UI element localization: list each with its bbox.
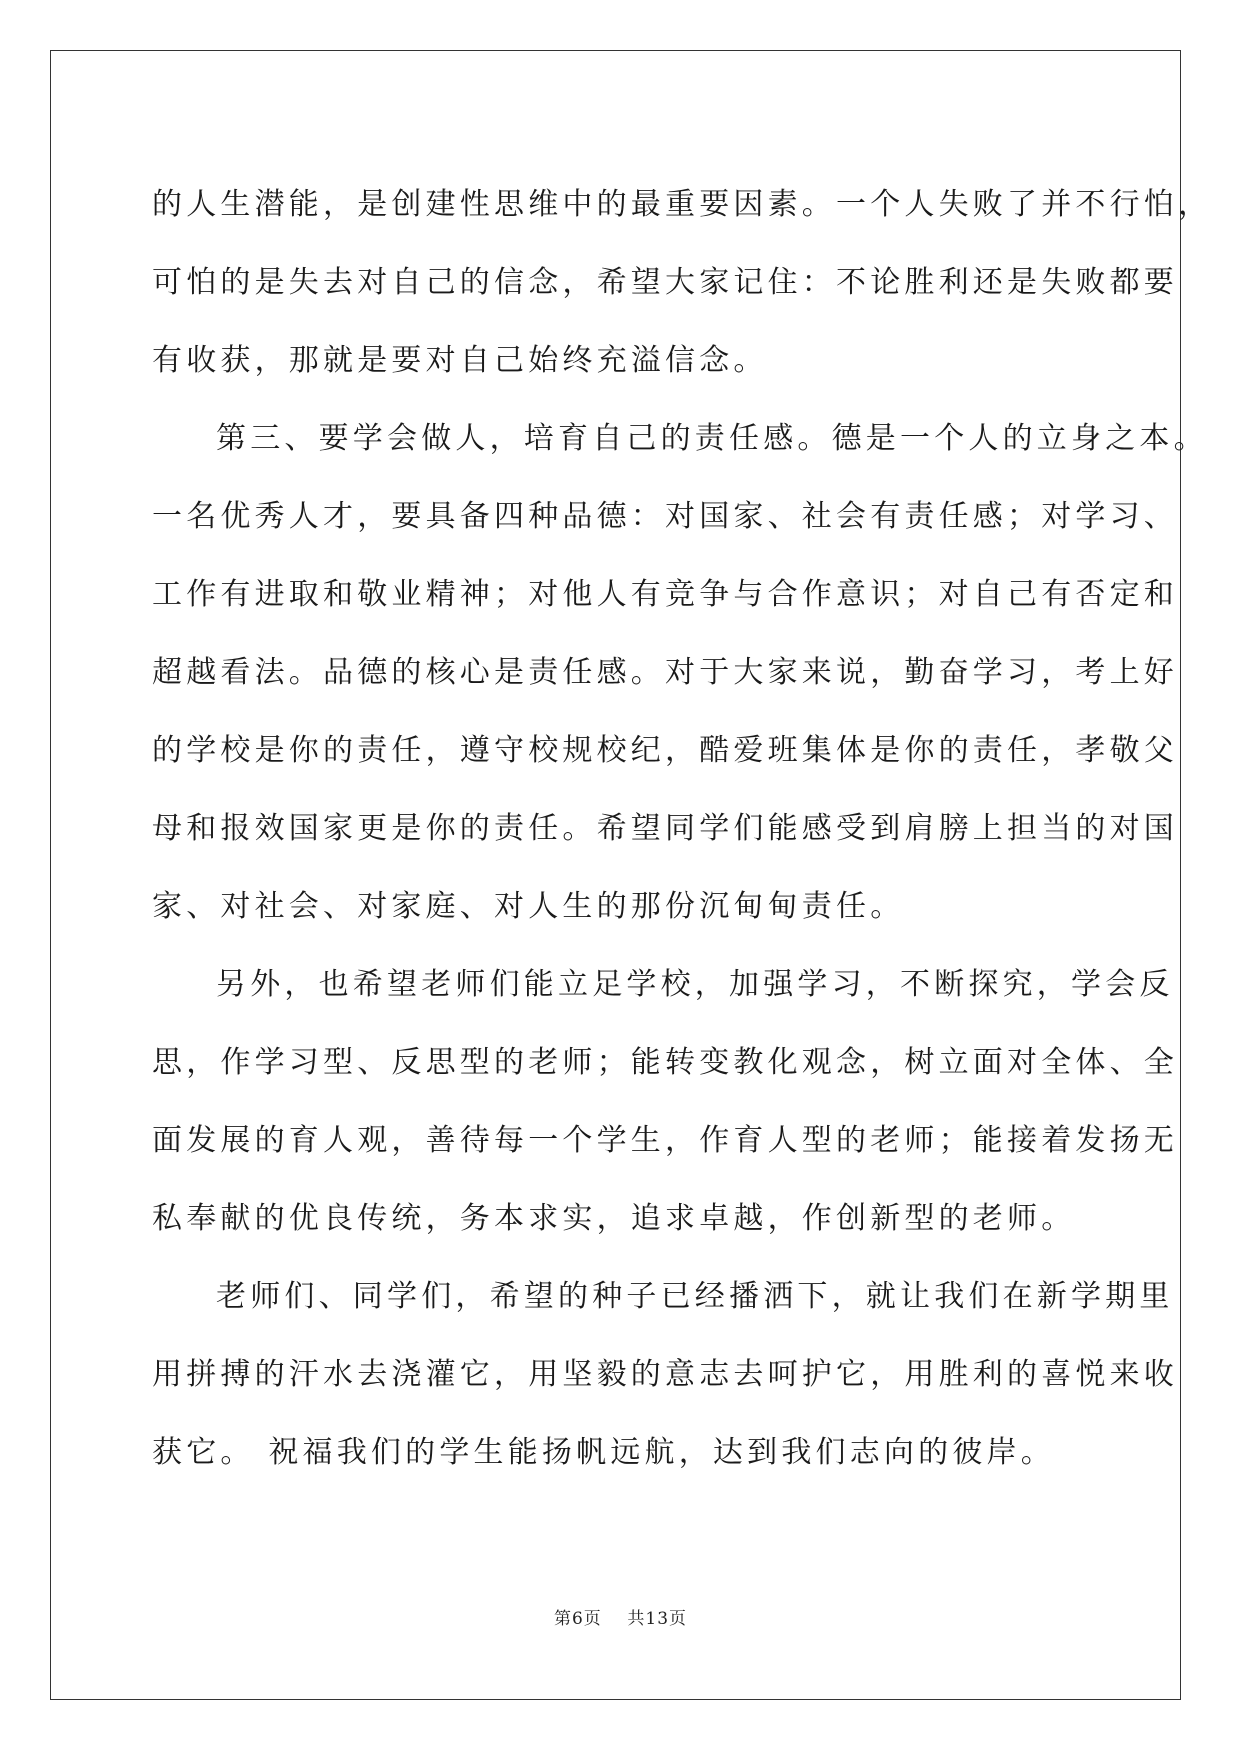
- total-pages: 共13页: [627, 1609, 688, 1629]
- text-line: 超越看法。品德的核心是责任感。对于大家来说，勤奋学习，考上好: [152, 655, 1178, 690]
- text-line: 思，作学习型、反思型的老师；能转变教化观念，树立面对全体、全: [152, 1045, 1178, 1080]
- text-line: 老师们、同学们，希望的种子已经播洒下，就让我们在新学期里: [216, 1279, 1174, 1314]
- text-line: 用拼搏的汗水去浇灌它，用坚毅的意志去呵护它，用胜利的喜悦来收: [152, 1357, 1178, 1392]
- text-line: 有收获，那就是要对自己始终充溢信念。: [152, 343, 768, 378]
- text-line: 可怕的是失去对自己的信念，希望大家记住：不论胜利还是失败都要: [152, 265, 1178, 300]
- paragraph: [152, 400, 1208, 946]
- text-line: 一名优秀人才，要具备四种品德：对国家、社会有责任感；对学习、: [152, 499, 1178, 534]
- paragraph: [152, 166, 1213, 400]
- text-line: 的人生潜能，是创建性思维中的最重要因素。一个人失败了并不行怕，: [152, 187, 1213, 222]
- text-line: 母和报效国家更是你的责任。希望同学们能感受到肩膀上担当的对国: [152, 811, 1178, 846]
- text-line: 家、对社会、对家庭、对人生的那份沉甸甸责任。: [152, 889, 905, 924]
- document-body: [152, 166, 1213, 1492]
- text-line: 另外，也希望老师们能立足学校，加强学习，不断探究，学会反: [216, 967, 1174, 1002]
- footer-gap: [602, 1609, 628, 1629]
- text-line: 私奉献的优良传统，务本求实，追求卓越，作创新型的老师。: [152, 1201, 1076, 1236]
- text-line: 工作有进取和敬业精神；对他人有竞争与合作意识；对自己有否定和: [152, 577, 1178, 612]
- text-line: 获它。 祝福我们的学生能扬帆远航，达到我们志向的彼岸。: [152, 1435, 1055, 1470]
- page-number: 第6页: [553, 1609, 602, 1629]
- text-line: 第三、要学会做人，培育自己的责任感。德是一个人的立身之本。: [216, 421, 1208, 456]
- page-footer: [0, 1604, 1241, 1629]
- paragraph: [152, 1258, 1178, 1492]
- text-line: 的学校是你的责任，遵守校规校纪，酷爱班集体是你的责任，孝敬父: [152, 733, 1178, 768]
- text-line: 面发展的育人观，善待每一个学生，作育人型的老师；能接着发扬无: [152, 1123, 1178, 1158]
- paragraph: [152, 946, 1178, 1258]
